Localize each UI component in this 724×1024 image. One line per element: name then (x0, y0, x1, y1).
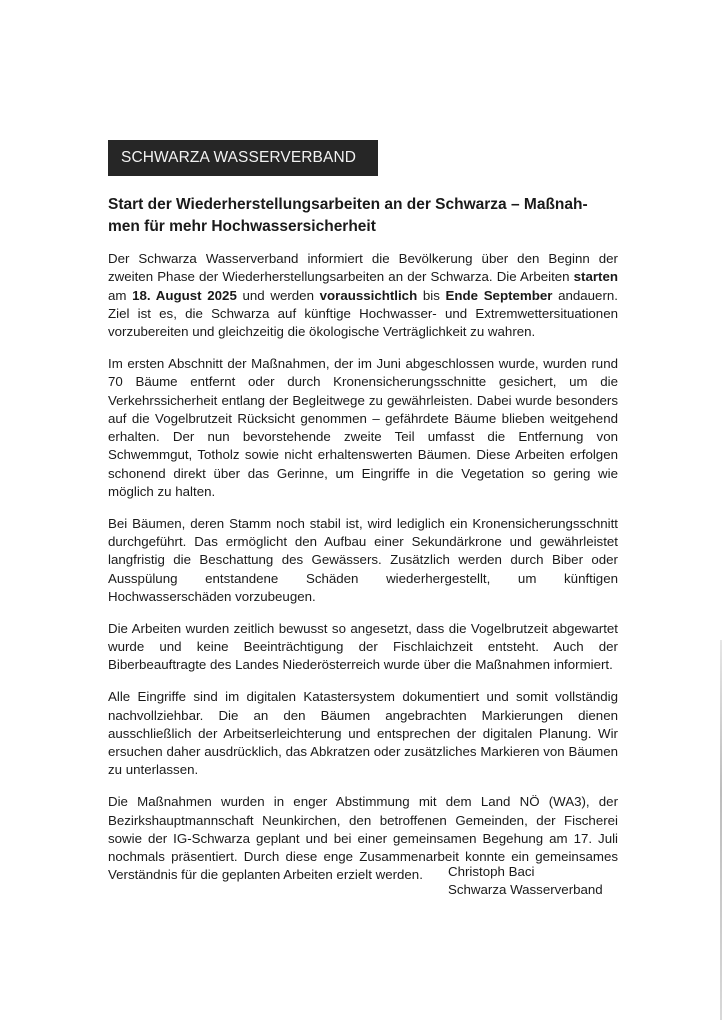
scan-shadow-edge (720, 640, 722, 1020)
paragraph-crown-cut: Bei Bäumen, deren Stamm noch stabil ist, wird lediglich ein Kronensicherungsschnitt durchgeführt. Das ermöglicht den Aufbau einer Sekundärkrone und gewährleistet langfristig die Beschattung des Gewässers. Zusätzlich werden durch Biber oder Ausspülung entstandene Schäden wiederhergestellt, um künftigen Hochwasserschäden vorzubeugen. (108, 515, 618, 605)
headline-line-1: Start der Wiederherstellungsarbeiten an der Schwarza – Maßnah- (108, 196, 588, 213)
signatory-organization: Schwarza Wasserverband (448, 882, 603, 898)
text-run: andauern. Ziel ist es, die Schwarza auf künftige Hochwasser- und Extremwettersituationen vorzubereiten und gleichzeitig die ökologische Verträglichkeit zu wahren. (108, 287, 618, 340)
body-text (108, 250, 618, 898)
paragraph-timing: Die Arbeiten wurden zeitlich bewusst so angesetzt, dass die Vogelbrutzeit abgewartet wurde und keine Beeinträchtigung der Fischlaichzeit entsteht. Auch der Biberbeauftragte des Landes Niederösterreich wurde über die Maßnahmen informiert. (108, 620, 618, 673)
press-release-headline (108, 194, 620, 238)
signatory-name: Christoph Baci (448, 864, 535, 879)
headline-line-2: men für mehr Hochwassersicherheit (108, 218, 376, 235)
text-run: Der Schwarza Wasserverband informiert die Bevölkerung über den Beginn der zweiten Phase der Wiederherstellungsarbeiten an der Schwarza. Die Arbeiten (108, 251, 618, 285)
emphasis-expected: voraussichtlich (319, 287, 418, 303)
paragraph-first-phase: Im ersten Abschnitt der Maßnahmen, der im Juni abgeschlossen wurde, wurden rund 70 Bäume entfernt oder durch Kronensicherungsschnitte gesichert, um die Verkehrssicherheit entlang der Begleitwege zu gewährleisten. Dabei wurde besonders auf die Vogelbrutzeit Rücksicht genommen – gefährdete Bäume blieben weitgehend erhalten. Der nun bevorstehende zweite Teil umfasst die Entfernung von Schwemmgut, Totholz sowie nicht erhaltenswerten Bäumen. Diese Arbeiten erfolgen schonend direkt über das Gerinne, um Eingriffe in die Vegetation so gering wie möglich zu halten. (108, 355, 618, 500)
emphasis-start-date: 18. August 2025 (132, 287, 237, 303)
text-run: und werden (236, 287, 320, 303)
emphasis-end-date: Ende September (445, 287, 553, 303)
text-run: bis (417, 287, 446, 303)
paragraph-coordination: Die Maßnahmen wurden in enger Abstimmung mit dem Land NÖ (WA3), der Bezirkshauptmannschaft Neunkirchen, den betroffenen Gemeinden, der Fischerei sowie der IG-Schwarza geplant und bei einer gemeinsamen Begehung am 17. Juli nochmals präsentiert. Durch diese enge Zusammenarbeit konnte ein gemeinsames Verständnis für die geplanten Arbeiten erzielt werden. (108, 794, 618, 883)
organization-banner (108, 140, 378, 176)
paragraph-documentation: Alle Eingriffe sind im digitalen Katastersystem dokumentiert und somit vollständig nachvollziehbar. Die an den Bäumen angebrachten Markierungen dienen ausschließlich der Arbeitserleichterung und entsprechen der digitalen Planung. Wir ersuchen daher ausdrücklich, das Abkratzen oder zusätzliches Markieren von Bäumen zu unterlassen. (108, 689, 618, 778)
text-run: am (108, 287, 133, 303)
signature-block (448, 863, 603, 900)
paragraph-schedule (108, 250, 618, 341)
organization-name: SCHWARZA WASSERVERBAND (121, 149, 357, 166)
emphasis-start: starten (573, 269, 618, 285)
